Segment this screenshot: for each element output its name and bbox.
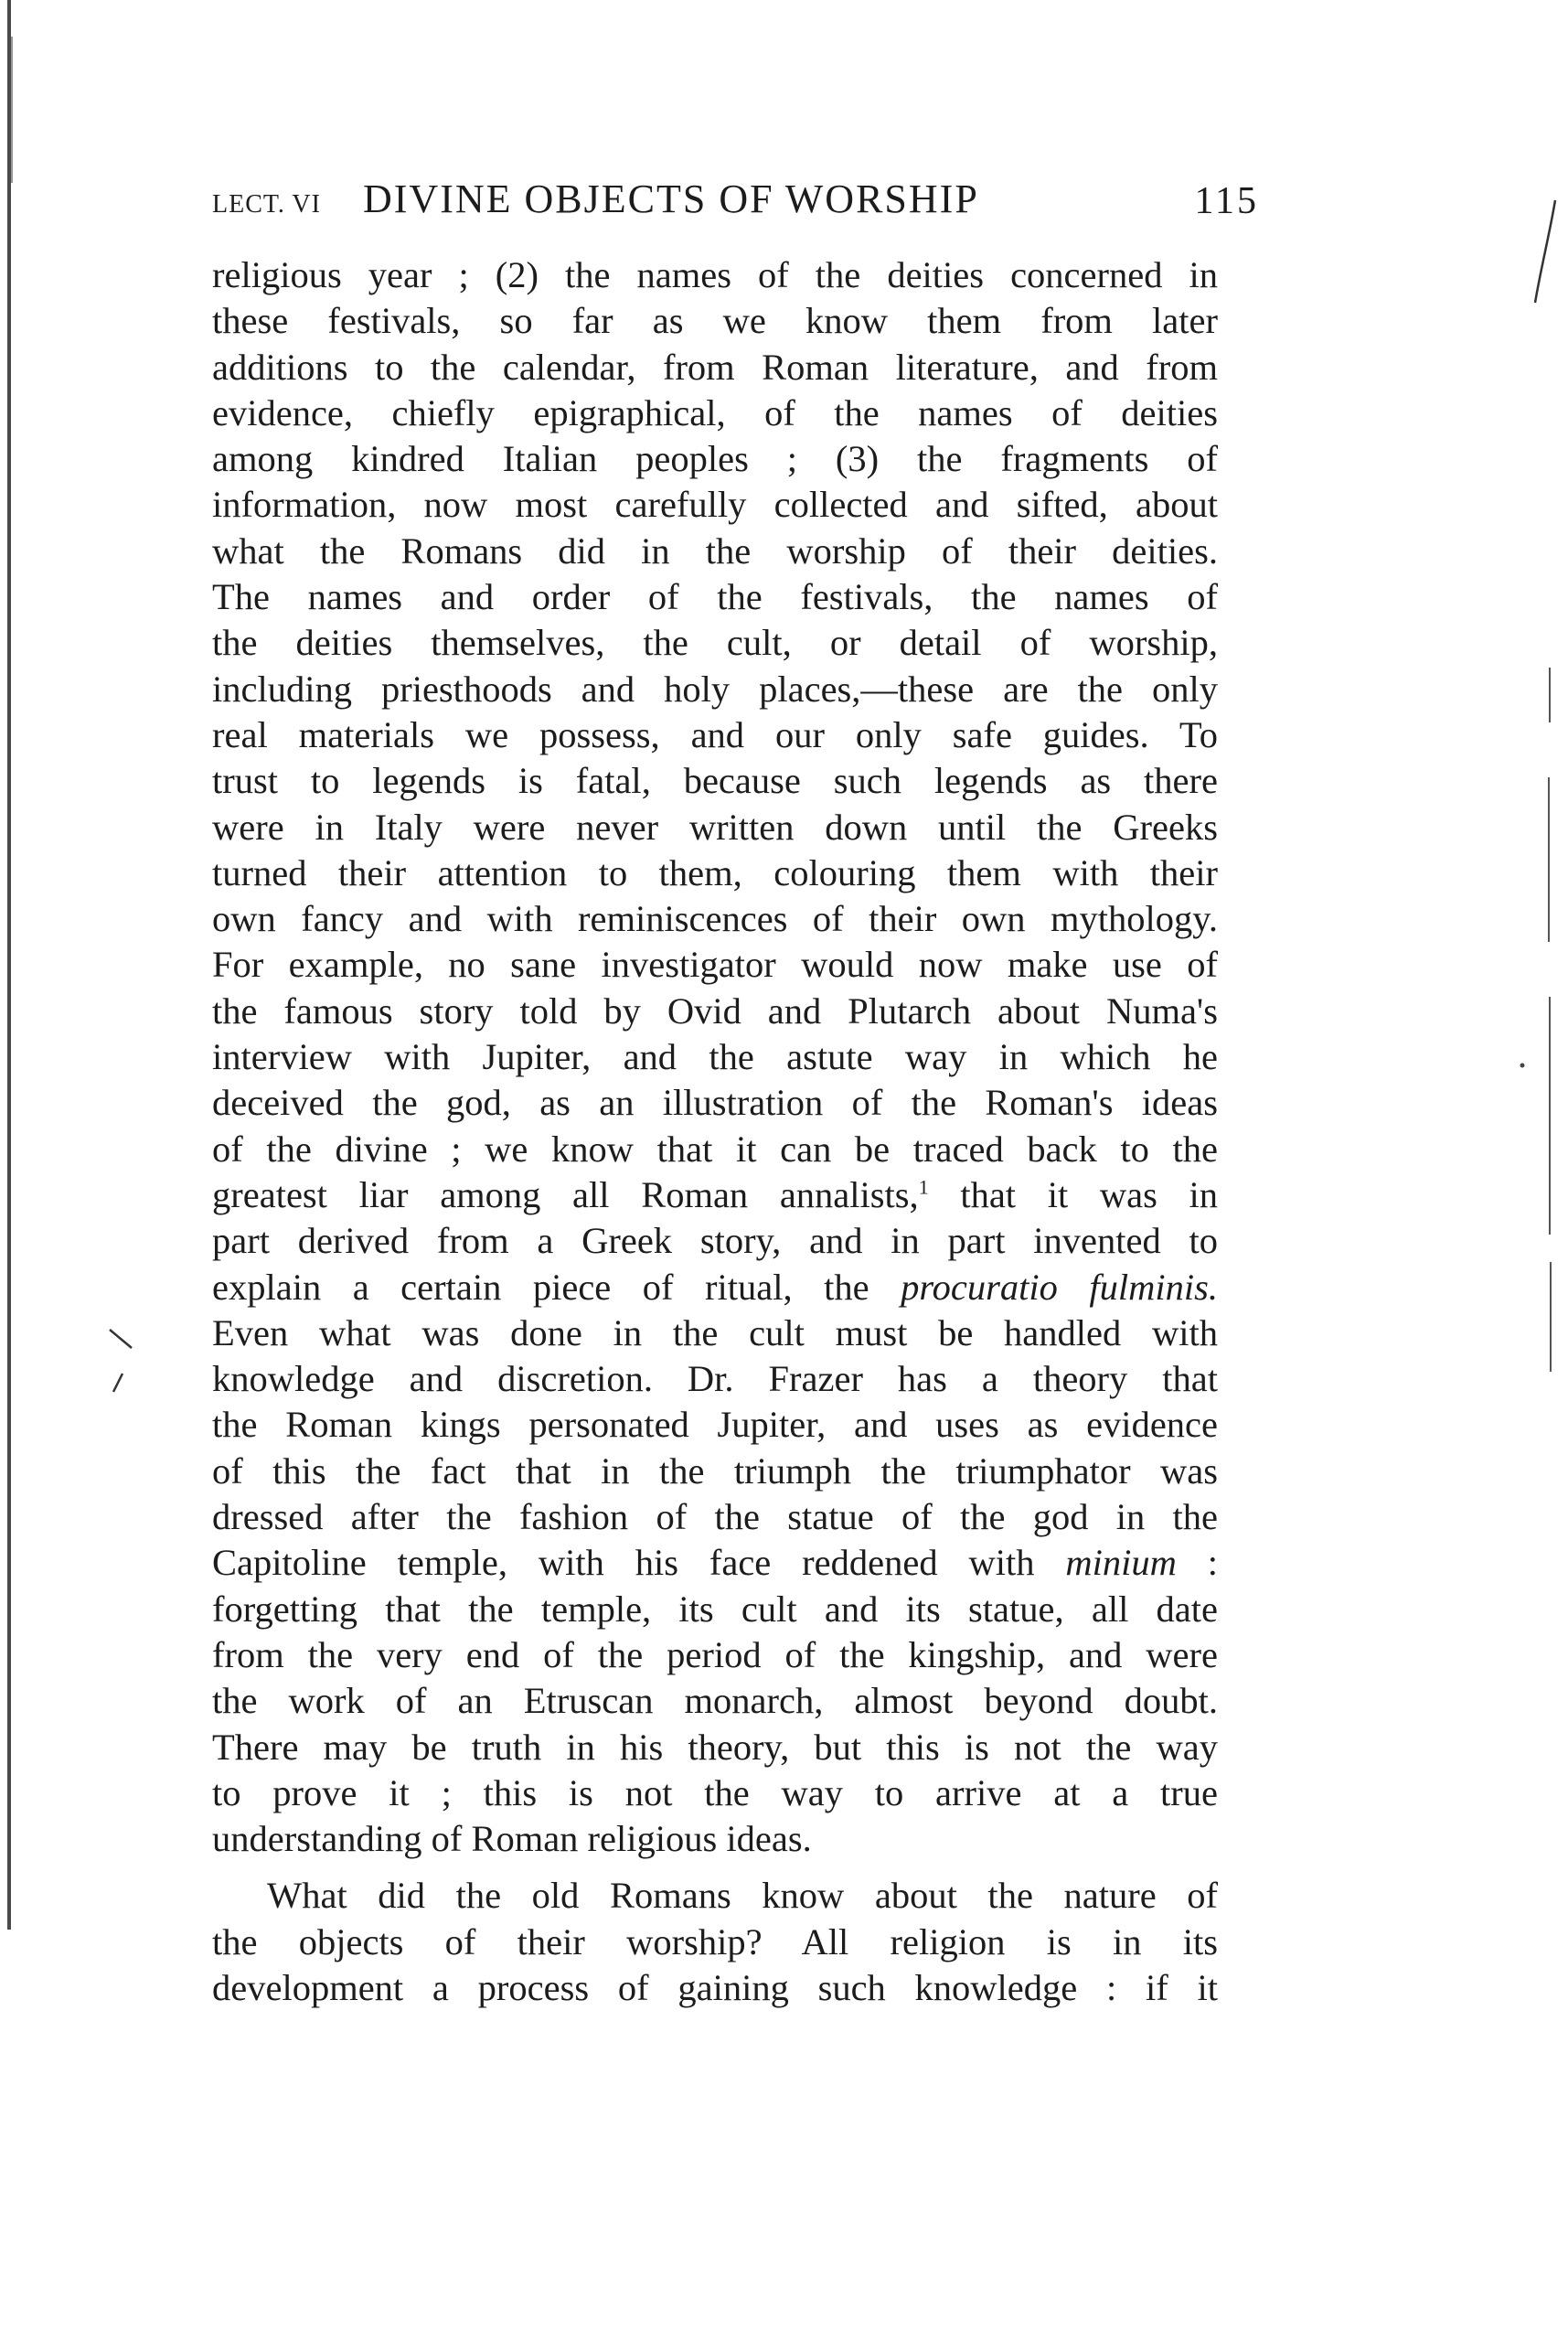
text-line: the famous story told by Ovid and Plutarch about Numa's: [212, 989, 1218, 1032]
margin-tick-mark-1: [108, 1326, 135, 1353]
text-fragment: :: [1176, 1542, 1218, 1584]
text-line: trust to legends is fatal, because such legends as there: [212, 760, 1218, 802]
text-line: evidence, chiefly epigraphical, of the names of deities: [212, 391, 1218, 433]
page-title: DIVINE OBJECTS OF WORSHIP: [363, 176, 979, 221]
text-line: to prove it ; this is not the way to arrive at a true: [212, 1771, 1218, 1813]
text-line: real materials we possess, and our only safe guides. To: [212, 713, 1218, 755]
text-line: of this the fact that in the triumph the triumphator was: [212, 1449, 1218, 1492]
text-line: of the divine ; we know that it can be traced back to the: [212, 1128, 1218, 1170]
margin-slash-mark: [1531, 197, 1559, 306]
text-line: information, now most carefully collected and sifted, about: [212, 484, 1218, 526]
text-line: understanding of Roman religious ideas.: [212, 1818, 812, 1860]
text-line: What did the old Romans know about the nature of: [267, 1875, 1218, 1917]
italic-word: minium: [1065, 1542, 1177, 1584]
text-line: interview with Jupiter, and the astute way in which he: [212, 1036, 1218, 1078]
text-fragment: Capitoline temple, with his face reddened with: [212, 1542, 1066, 1584]
text-line: For example, no sane investigator would now make use of: [212, 944, 1218, 986]
text-fragment: explain a certain piece of ritual, the: [212, 1266, 901, 1308]
text-line: the work of an Etruscan monarch, almost beyond doubt.: [212, 1680, 1218, 1722]
text-line-italic: [212, 1265, 1218, 1310]
text-fragment: that it was in: [928, 1173, 1218, 1215]
page-number: 115: [1194, 180, 1259, 222]
margin-dot-mark: [1518, 1061, 1527, 1070]
text-line-footnote-ref: [212, 1172, 1218, 1218]
text-line: including priesthoods and holy places,—these are the only: [212, 668, 1218, 710]
footnote-marker: 1: [918, 1175, 929, 1199]
text-line: these festivals, so far as we know them from later: [212, 300, 1218, 342]
text-line: religious year ; (2) the names of the deities concerned in: [212, 254, 1218, 295]
text-line: There may be truth in his theory, but this is not the way: [212, 1726, 1218, 1768]
text-line: from the very end of the period of the kingship, and were: [212, 1633, 1218, 1675]
text-line: Even what was done in the cult must be handled with: [212, 1311, 1218, 1353]
text-fragment: greatest liar among all Roman annalists,: [212, 1173, 919, 1215]
text-line: development a process of gaining such knowledge : if it: [212, 1966, 1218, 2008]
lecture-label: LECT. VI: [212, 190, 321, 219]
margin-vertical-mark: [1543, 668, 1556, 1372]
text-line: the deities themselves, the cult, or detail of worship,: [212, 622, 1218, 664]
page-edge-shadow-inner: [11, 37, 13, 183]
page-edge-shadow: [7, 0, 11, 1930]
margin-tick-mark-2: [110, 1372, 128, 1394]
text-line: knowledge and discretion. Dr. Frazer has a theory that: [212, 1358, 1218, 1400]
text-line: forgetting that the temple, its cult and its statue, all date: [212, 1588, 1218, 1630]
text-line: the Roman kings personated Jupiter, and uses as evidence: [212, 1404, 1218, 1446]
text-line-italic: [212, 1540, 1218, 1586]
text-line: deceived the god, as an illustration of the Roman's ideas: [212, 1082, 1218, 1124]
text-line: what the Romans did in the worship of their deities.: [212, 529, 1218, 572]
text-line: own fancy and with reminiscences of their own mythology.: [212, 898, 1218, 940]
text-line: part derived from a Greek story, and in part invented to: [212, 1220, 1218, 1262]
running-head: [212, 172, 1259, 227]
text-line: The names and order of the festivals, the names of: [212, 576, 1218, 618]
text-line: additions to the calendar, from Roman literature, and from: [212, 346, 1218, 388]
text-line: dressed after the fashion of the statue of the god in the: [212, 1496, 1218, 1538]
text-line: the objects of their worship? All religion is in its: [212, 1920, 1218, 1962]
text-line: were in Italy were never written down until the Greeks: [212, 806, 1218, 848]
text-line: turned their attention to them, colouring them with their: [212, 851, 1218, 893]
body-text: [212, 252, 1218, 2011]
text-line: among kindred Italian peoples ; (3) the fragments of: [212, 438, 1218, 480]
italic-phrase: procuratio fulminis.: [901, 1266, 1218, 1308]
paragraph-2: [212, 1873, 1218, 2011]
